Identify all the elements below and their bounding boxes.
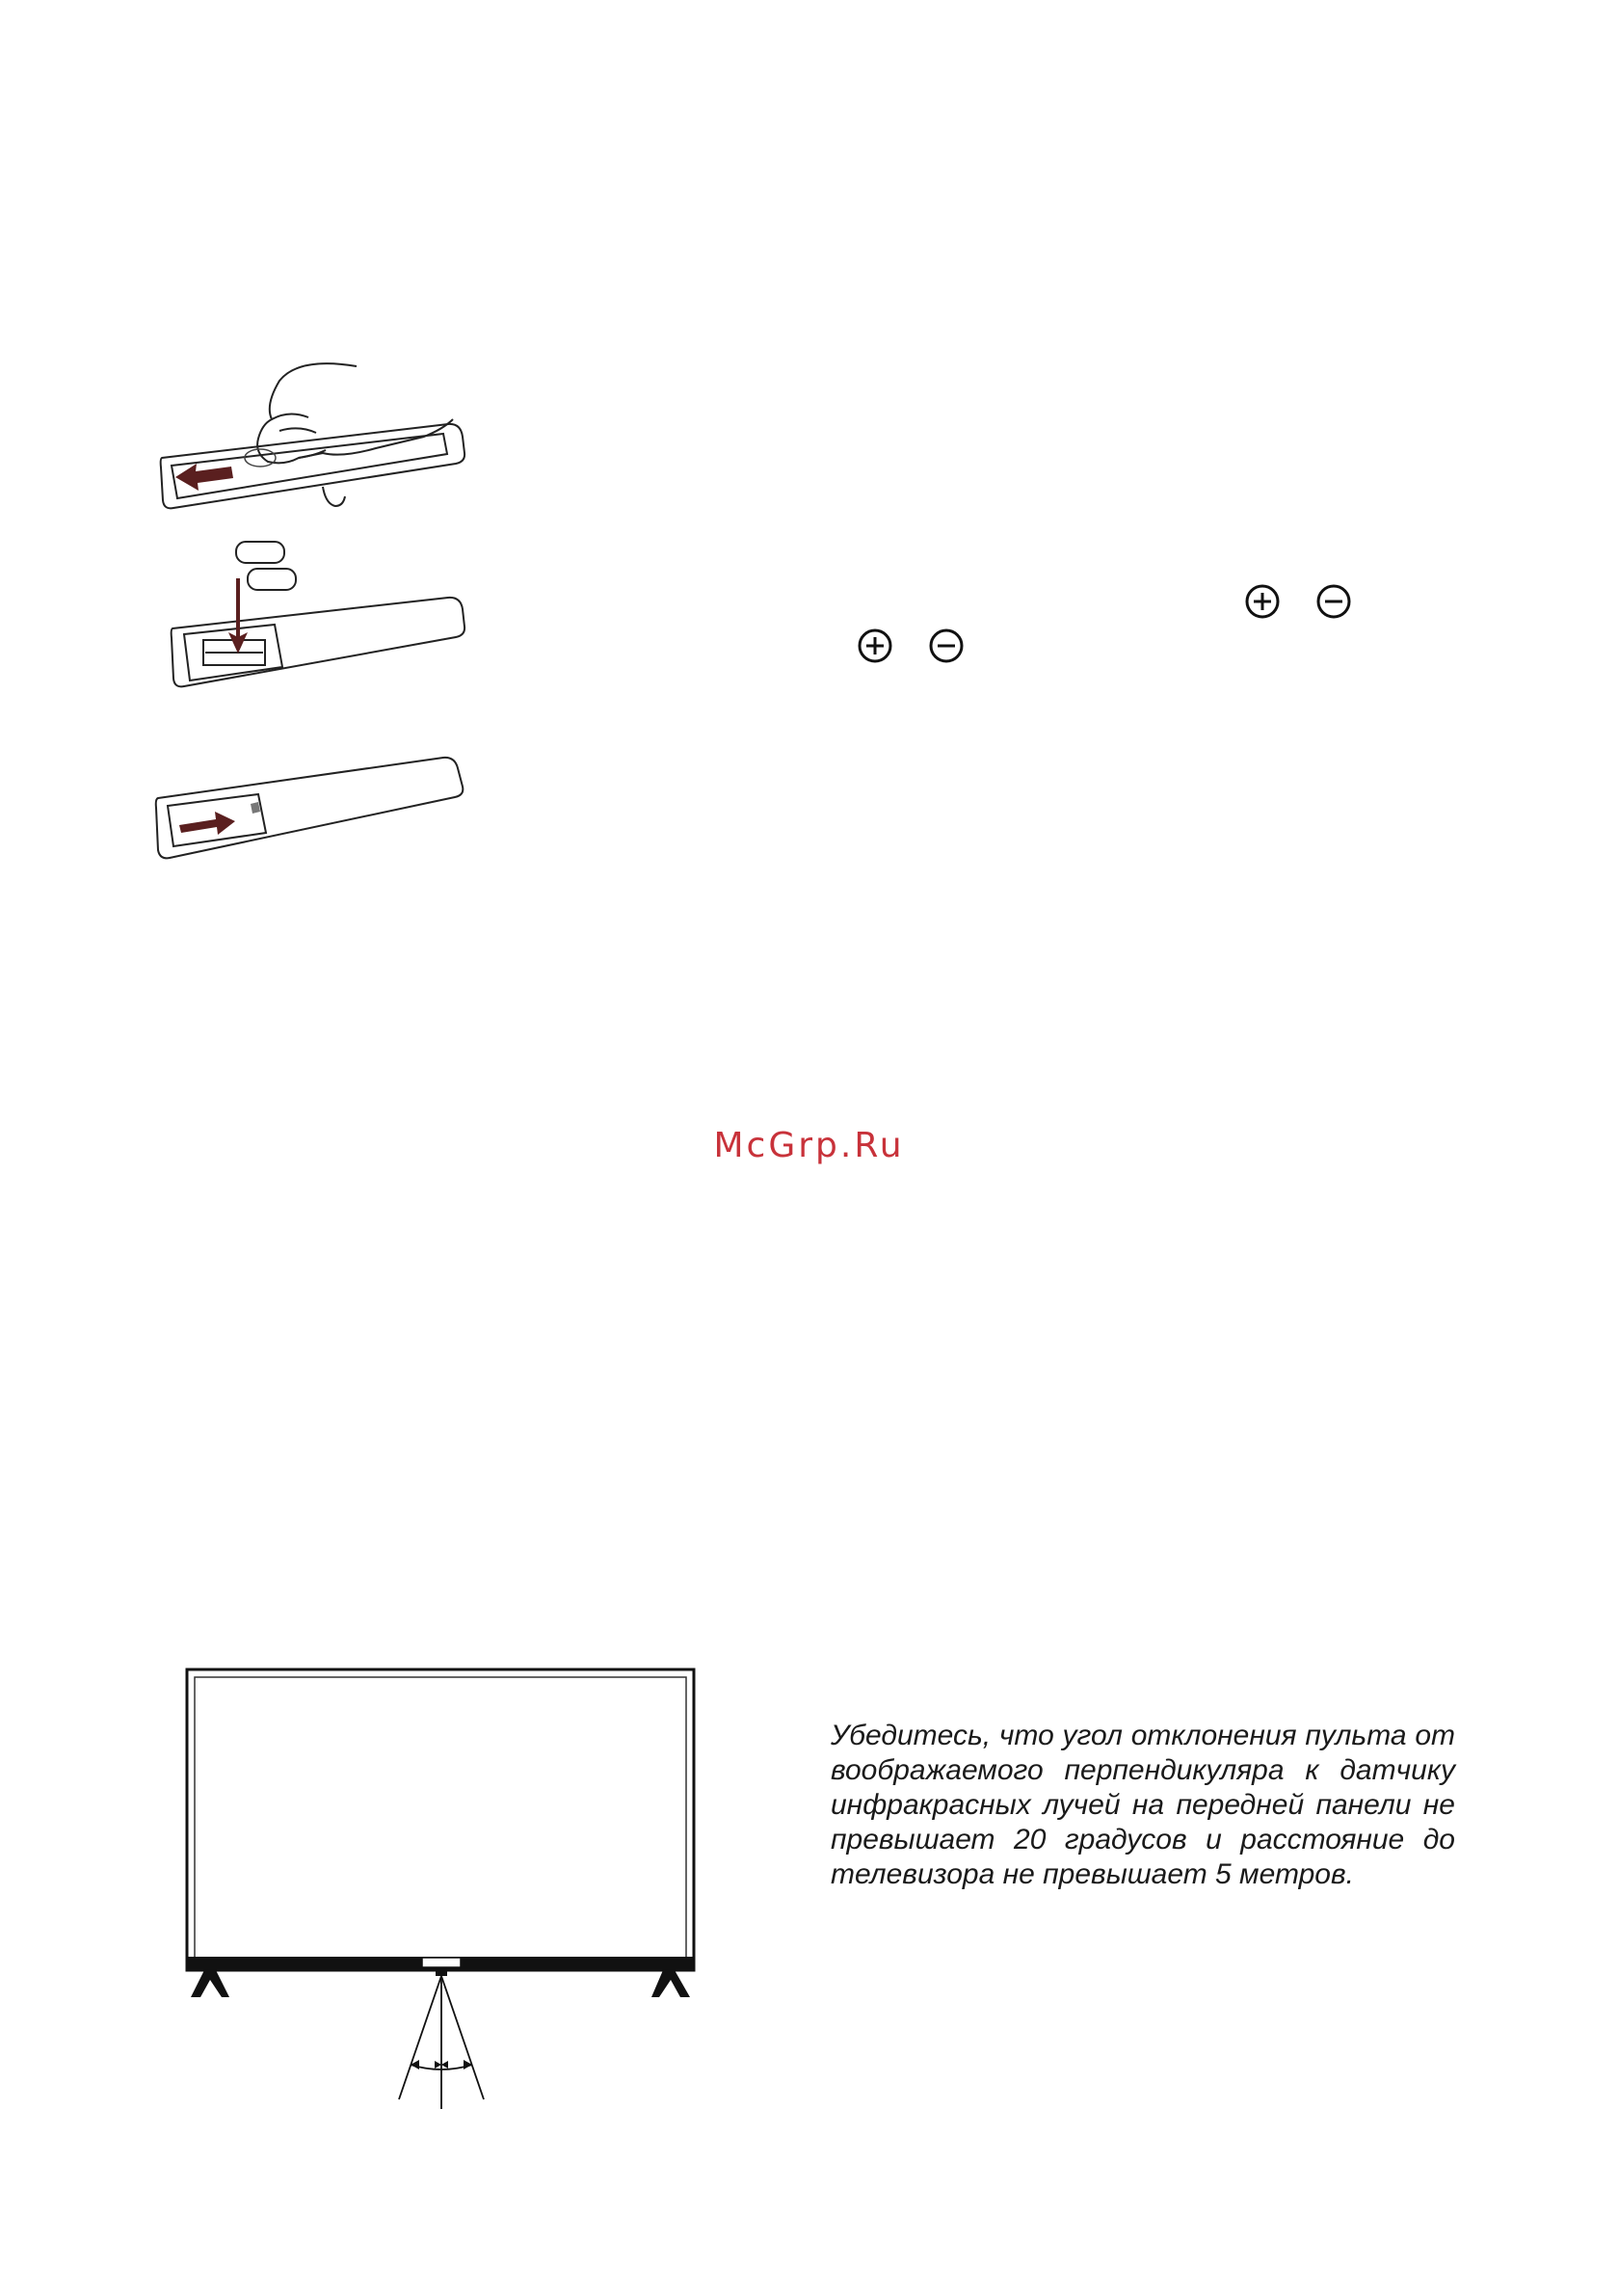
watermark-text: McGrp.Ru [713, 1126, 905, 1165]
tv-frame [187, 1669, 694, 1976]
minus-circle-icon [927, 627, 966, 665]
plus-circle-icon [856, 627, 894, 665]
insert-batteries-illustration [169, 540, 467, 704]
angle-lines [399, 1976, 484, 2109]
open-cover-illustration [154, 361, 472, 516]
ir-reception-note: Убедитесь, что угол отклонения пульта от воображаемого перпендикуляра к датчику инфракрасных лучей на передней панели не превышает 20 градусов и расстояние до телевизора не превышает 5 метров. [831, 1720, 1455, 1890]
close-cover-illustration [152, 754, 470, 868]
minus-circle-icon [1314, 582, 1353, 621]
battery-2 [248, 569, 296, 590]
battery-1 [236, 542, 284, 563]
plus-circle-icon [1243, 582, 1282, 621]
ir-sensor [422, 1958, 461, 1967]
tv-reception-angle-illustration [183, 1666, 703, 2109]
